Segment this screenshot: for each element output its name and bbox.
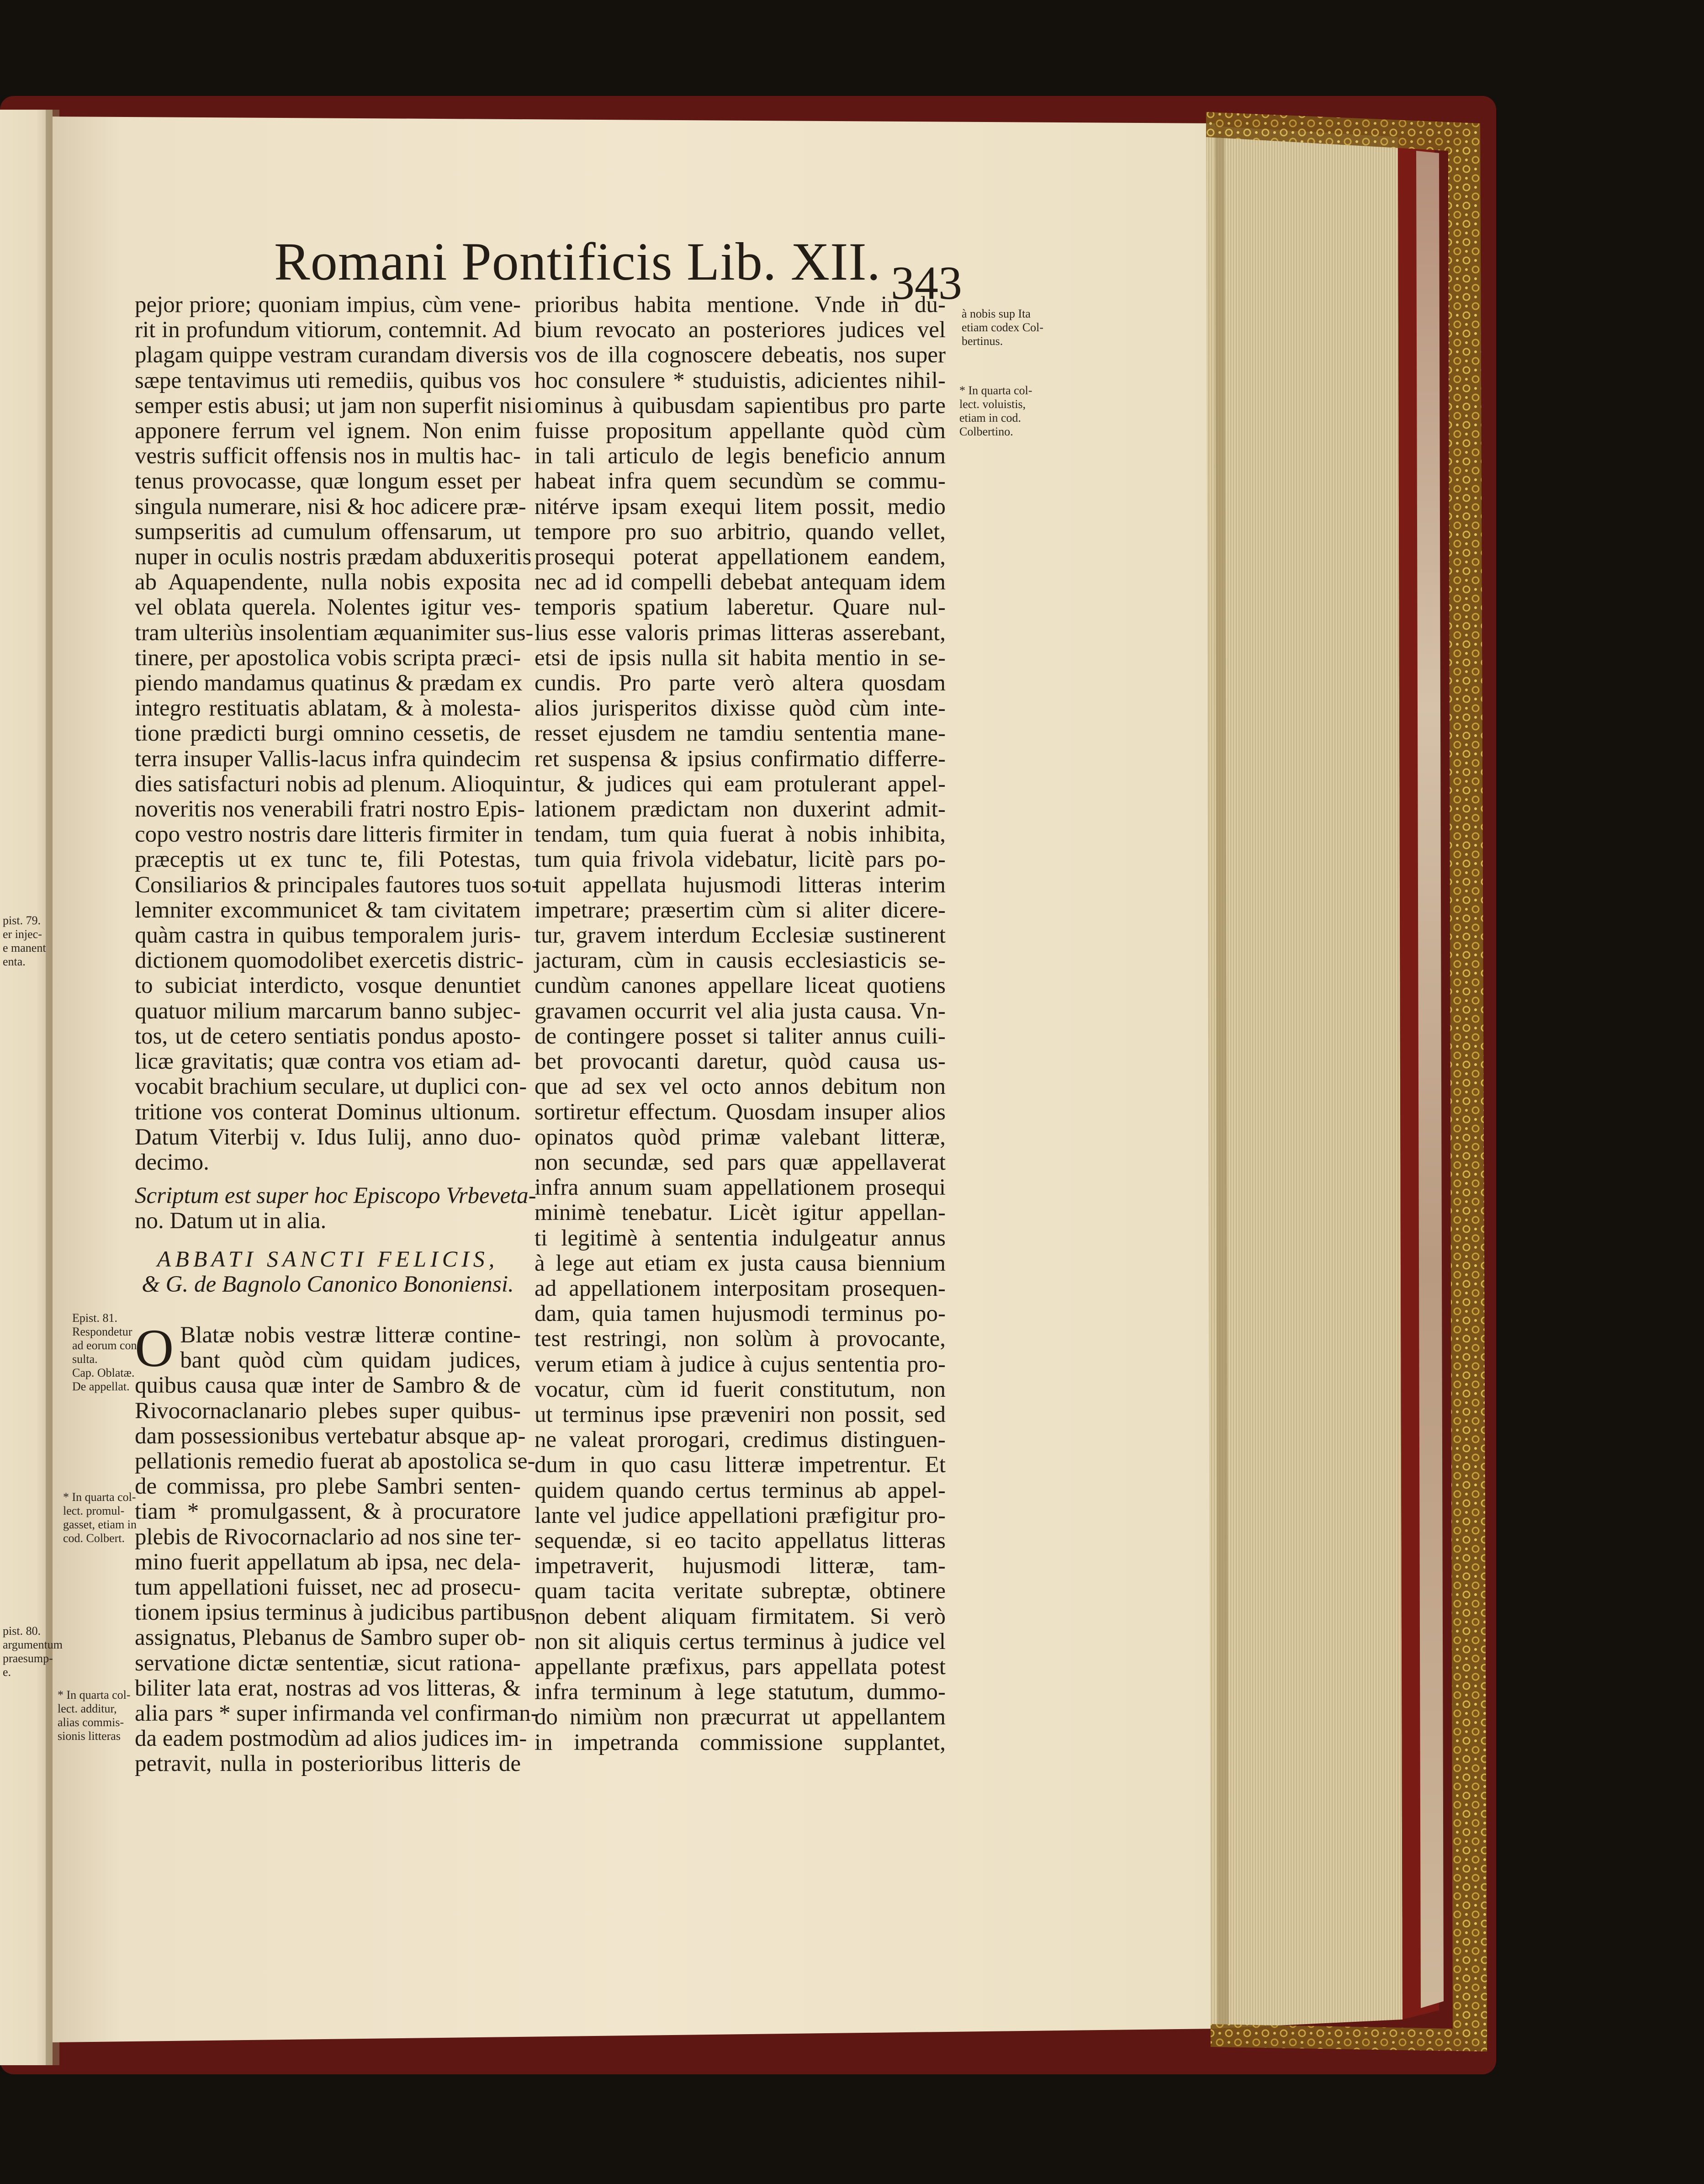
left-column-line-11: nuper in oculis nostris prædam abduxeritis: [135, 544, 532, 570]
right-column-line-39: à lege aut etiam ex justa causa biennium: [534, 1250, 946, 1276]
right-column-line-49: lante vel judice appellationi præfigitur pro-: [534, 1502, 946, 1528]
right-column-line-11: prosequi poterat appellationem eandem,: [534, 544, 946, 570]
margin-note-line: e.: [3, 1665, 11, 1679]
letter-line-11: tum appellationi fuisset, nec ad prosecu-: [135, 1574, 521, 1601]
letter-line-3: quibus causa quæ inter de Sambro & de: [135, 1373, 521, 1399]
left-column-line-27: dictionem quomodolibet exercetis distric-: [135, 948, 524, 974]
right-column-line-28: cundùm canones appellare liceat quotiens: [534, 973, 946, 999]
margin-note-right-2: [959, 384, 1032, 439]
right-column-line-2: bium revocato an posteriores judices vel: [534, 317, 946, 343]
left-column-line-22: copo vestro nostris dare litteris firmiter in: [135, 822, 523, 848]
right-column-line-7: in tali articulo de legis beneficio annum: [534, 443, 946, 469]
right-column-line-10: tempore pro suo arbitrio, quando vellet,: [534, 519, 946, 545]
left-column-line-24: Consiliarios & principales fautores tuos so-: [135, 872, 540, 898]
left-column-line-9: singula numerare, nisi & hoc adicere præ-: [135, 493, 526, 519]
letter-heading: ABBATI SANCTI FELICIS,: [157, 1246, 499, 1272]
margin-note-line: e manent: [3, 941, 46, 954]
letter-line-17: da eadem postmodùm ad alios judices im-: [135, 1726, 527, 1752]
letter-line-16: alia pars * super infirmanda vel confirman-: [135, 1701, 539, 1727]
margin-note-line: cod. Colbert.: [63, 1532, 125, 1545]
left-column-line-7: vestris sufficit offensis nos in multis hac-: [135, 443, 521, 469]
margin-note-line: Cap. Oblatæ.: [72, 1366, 135, 1379]
right-column-line-33: sortiretur effectum. Quosdam insuper alios: [534, 1099, 946, 1125]
right-column-line-44: vocatur, cùm id fuerit constitutum, non: [534, 1376, 946, 1402]
right-column-line-37: minimè tenebatur. Licèt igitur appellan-: [534, 1200, 946, 1226]
left-column-line-20: dies satisfacturi nobis ad plenum. Alioquin: [135, 771, 534, 797]
left-column-line-1: pejor priore; quoniam impius, cùm vene-: [135, 292, 521, 318]
margin-note-line: sulta.: [72, 1352, 98, 1366]
left-column-line-16: piendo mandamus quatinus & prædam ex: [135, 670, 523, 696]
right-column-line-56: infra terminum à lege statutum, dummo-: [534, 1679, 946, 1705]
column-left: [135, 292, 540, 1175]
margin-note-line: gasset, etiam in: [63, 1518, 137, 1531]
letter-line-9: plebis de Rivocornaclario ad nos sine ter-: [135, 1524, 521, 1550]
left-column-line-19: terra insuper Vallis-lacus infra quindecim: [135, 746, 521, 772]
left-column-line-10: sumpseritis ad cumulum offensarum, ut: [135, 519, 521, 545]
right-column-line-16: cundis. Pro parte verò altera quosdam: [534, 670, 946, 696]
letter-body: [135, 1318, 539, 1777]
left-column-line-34: Datum Viterbij v. Idus Iulij, anno duo-: [135, 1124, 521, 1150]
running-head: Romani Pontificis Lib. XII.: [274, 232, 881, 292]
left-column-line-3: plagam quippe vestram curandam diversis: [135, 342, 529, 368]
right-column-line-42: test restringi, non solùm à provocante,: [534, 1326, 946, 1352]
margin-note-line: etiam in cod.: [959, 411, 1021, 424]
right-column-line-40: ad appellationem interpositam prosequen-: [534, 1275, 946, 1301]
scriptum-line-2: no. Datum ut in alia.: [135, 1208, 327, 1234]
right-column-line-25: impetrare; præsertim cùm si aliter dicere-: [534, 897, 946, 923]
margin-note-line: Colbertino.: [959, 425, 1013, 438]
page-edges: [1206, 126, 1402, 2029]
margin-note-line: * In quarta col-: [63, 1490, 136, 1504]
right-column-line-27: jacturam, cùm in causis ecclesiasticis se-: [534, 948, 946, 974]
margin-note-line: lect. additur,: [58, 1702, 117, 1715]
margin-note-line: Respondetur: [72, 1325, 132, 1338]
margin-note-left-quarta1: [63, 1490, 137, 1545]
margin-note-left-epist81: [72, 1311, 141, 1394]
margin-note-line: ad eorum con-: [72, 1339, 141, 1352]
right-column-line-47: dum in quo casu litteræ impetrentur. Et: [534, 1452, 946, 1478]
margin-note-right-1: [962, 307, 1043, 348]
right-column-line-14: lius esse valoris primas litteras asserebant,: [534, 620, 946, 646]
right-column-line-26: tur, gravem interdum Ecclesiæ sustinerent: [534, 922, 946, 949]
margin-note-line: er injec-: [3, 928, 42, 941]
right-column-line-18: resset ejusdem ne tamdiu sententia mane-: [534, 721, 946, 747]
margin-note-line: lect. voluistis,: [959, 398, 1026, 411]
right-column-line-12: nec ad id compelli debebat antequam idem: [534, 569, 946, 595]
left-column-line-15: tinere, per apostolica vobis scripta præci-: [135, 645, 521, 671]
right-column-line-31: bet provocanti daretur, quòd causa us-: [534, 1049, 946, 1075]
right-column-line-57: do nimiùm non præcurrat ut appellantem: [534, 1704, 946, 1730]
left-column-line-26: quàm castra in quibus temporalem juris-: [135, 922, 521, 949]
letter-line-5: dam possessionibus vertebatur absque ap-: [135, 1423, 526, 1449]
letter-line-7: de commissa, pro plebe Sambri senten-: [135, 1474, 521, 1500]
margin-note-line: praesump-: [3, 1652, 53, 1665]
right-column-line-54: non sit aliquis certus terminus à judice vel: [534, 1628, 946, 1654]
right-column-line-21: lationem prædictam non duxerint admit-: [534, 796, 946, 822]
right-column-line-5: ominus à quibusdam sapientibus pro parte: [534, 392, 946, 419]
right-column-line-23: tum quia frivola videbatur, licitè pars po-: [534, 847, 946, 873]
right-column-line-36: infra annum suam appellationem prosequi: [534, 1175, 946, 1201]
right-column-line-55: appellante præfixus, pars appellata potest: [534, 1654, 946, 1680]
column-right: [534, 292, 946, 1755]
left-column-line-30: tos, ut de cetero sentiatis pondus aposto-: [135, 1023, 521, 1049]
left-column-line-14: tram ulteriùs insolentiam æquanimiter sus-: [135, 620, 534, 646]
right-column-line-22: tendam, tum quia fuerat à nobis inhibita,: [534, 822, 946, 848]
page-number: 343: [891, 257, 962, 309]
left-column-line-29: quatuor milium marcarum banno subjec-: [135, 998, 521, 1024]
right-column-line-32: que ad sex vel octo annos debitum non: [534, 1074, 946, 1100]
left-column-line-12: ab Aquapendente, nulla nobis exposita: [135, 569, 521, 595]
right-column-line-34: opinatos quòd primæ valebant litteræ,: [534, 1124, 946, 1150]
right-column-line-6: fuisse propositum appellante quòd cùm: [534, 418, 946, 444]
margin-note-line: à nobis sup Ita: [962, 307, 1031, 320]
right-column-line-4: hoc consulere * studuistis, adicientes nihil-: [534, 367, 946, 393]
letter-subheading: & G. de Bagnolo Canonico Bononiensi.: [142, 1271, 514, 1297]
left-column-line-21: noveritis nos venerabili fratri nostro Epis-: [135, 796, 525, 822]
left-column-line-2: rit in profundum vitiorum, contemnit. Ad: [135, 317, 521, 343]
right-column-line-38: ti legitimè à sententia indulgeatur annus: [534, 1225, 946, 1251]
right-column-line-17: alios jurisperitos dixisse quòd cùm inte-: [534, 695, 946, 721]
margin-note-left-epist79: [3, 914, 46, 969]
right-column-line-51: impetraverit, hujusmodi litteræ, tam-: [534, 1553, 946, 1579]
left-column-line-32: vocabit brachium seculare, ut duplici con-: [135, 1074, 527, 1100]
left-column-line-17: integro restituatis ablatam, & à molesta-: [135, 695, 521, 721]
right-column-line-41: dam, quia tamen hujusmodi terminus po-: [534, 1301, 946, 1327]
letter-line-14: servatione dictæ sententiæ, sicut rationa-: [135, 1650, 521, 1676]
left-column-line-4: sæpe tentavimus uti remediis, quibus vos: [135, 367, 521, 393]
margin-note-line: pist. 79.: [3, 914, 41, 927]
right-column-line-1: prioribus habita mentione. Vnde in du-: [534, 292, 946, 318]
margin-note-line: * In quarta col-: [959, 384, 1032, 397]
right-column-line-9: nitérve ipsam exequi litem possit, medio: [534, 493, 946, 519]
right-column-line-24: tuit appellata hujusmodi litteras interim: [534, 872, 946, 898]
letter-line-1: Blatæ nobis vestræ litteræ contine-: [180, 1322, 521, 1348]
right-column-line-15: etsi de ipsis nulla sit habita mentio in se-: [534, 645, 946, 671]
margin-note-line: * In quarta col-: [58, 1688, 131, 1702]
margin-note-line: etiam codex Col-: [962, 321, 1044, 334]
left-column-line-25: lemniter excommunicet & tam civitatem: [135, 897, 521, 923]
margin-note-line: De appellat.: [72, 1380, 130, 1393]
letter-line-6: pellationis remedio fuerat ab apostolica se-: [135, 1448, 535, 1474]
letter-line-2: bant quòd cùm quidam judices,: [180, 1347, 521, 1373]
margin-note-line: bertinus.: [962, 334, 1003, 348]
letter-line-15: biliter lata erat, nostras ad vos litteras, &: [135, 1675, 521, 1701]
right-column-line-52: quam tacita veritate subreptæ, obtinere: [534, 1578, 946, 1604]
left-column-line-5: semper estis abusi; ut jam non superfit nisi: [135, 392, 533, 419]
margin-note-line: alias commis-: [58, 1716, 124, 1729]
right-column-line-58: in impetranda commissione supplantet,: [534, 1729, 946, 1755]
right-column-line-45: ut terminus ipse præveniri non possit, sed: [534, 1401, 946, 1427]
left-column-line-28: to subiciat interdicto, vosque denuntiet: [135, 973, 521, 999]
right-column-line-8: habeat infra quem secundùm se commu-: [534, 468, 946, 494]
margin-note-line: sionis litteras: [58, 1729, 121, 1743]
margin-note-left-epist80: [3, 1624, 63, 1679]
right-column-line-43: verum etiam à judice à cujus sententia pro-: [534, 1351, 946, 1377]
letter-line-12: tionem ipsius terminus à judicibus partibus: [135, 1600, 535, 1626]
right-column-line-29: gravamen occurrit vel alia justa causa. Vn-: [534, 998, 946, 1024]
marbled-endpaper: [1416, 151, 1444, 2008]
right-column-line-3: vos de illa cognoscere debeatis, nos super: [534, 342, 946, 368]
right-column-line-19: ret suspensa & ipsius confirmatio differre-: [534, 746, 946, 772]
right-column-line-53: non debent aliquam firmitatem. Si verò: [534, 1603, 946, 1629]
right-column-line-13: temporis spatium laberetur. Quare nul-: [534, 594, 946, 620]
margin-note-line: Epist. 81.: [72, 1311, 117, 1325]
right-column-line-35: non secundæ, sed pars quæ appellaverat: [534, 1149, 946, 1175]
margin-note-line: lect. promul-: [63, 1504, 125, 1517]
right-column-line-48: quidem quando certus terminus ab appel-: [534, 1477, 946, 1503]
left-column-line-6: apponere ferrum vel ignem. Non enim: [135, 418, 521, 444]
column-left-continuation: [135, 1183, 536, 1297]
left-column-line-33: tritione vos conterat Dominus ultionum.: [135, 1099, 521, 1125]
left-column-line-8: tenus provocasse, quæ longum esset per: [135, 468, 521, 494]
left-column-line-18: tione prædicti burgi omnino cessetis, de: [135, 721, 521, 747]
margin-note-line: argumentum: [3, 1638, 63, 1651]
left-column-line-31: licæ gravitatis; quæ contra vos etiam ad-: [135, 1049, 521, 1075]
margin-note-line: enta.: [3, 955, 26, 968]
right-column-line-20: tur, & judices qui eam protulerant appel-: [534, 771, 946, 797]
left-column-line-35: decimo.: [135, 1149, 209, 1175]
margin-note-left-quarta2: [58, 1688, 131, 1743]
letter-line-4: Rivocornaclanario plebes super quibus-: [135, 1398, 521, 1424]
left-column-line-23: præceptis ut ex tunc te, fili Potestas,: [135, 847, 521, 873]
left-column-line-13: vel oblata querela. Nolentes igitur ves-: [135, 594, 521, 620]
right-column-line-46: ne valeat prorogari, credimus distinguen-: [534, 1427, 946, 1453]
margin-note-line: pist. 80.: [3, 1624, 41, 1638]
scriptum-line-1: Scriptum est super hoc Episcopo Vrbeveta-: [135, 1183, 536, 1209]
letter-line-10: mino fuerit appellatum ab ipsa, nec dela-: [135, 1549, 521, 1575]
letter-line-8: tiam * promulgassent, & à procuratore: [135, 1499, 521, 1525]
right-column-line-30: de contingere posset si taliter annus cuili-: [534, 1023, 946, 1049]
drop-cap: O: [135, 1318, 174, 1378]
letter-line-13: assignatus, Plebanus de Sambro super ob-: [135, 1625, 526, 1651]
right-column-line-50: sequendæ, si eo tacito appellatus litteras: [534, 1527, 946, 1553]
letter-line-18: petravit, nulla in posterioribus litteris de: [135, 1751, 521, 1777]
